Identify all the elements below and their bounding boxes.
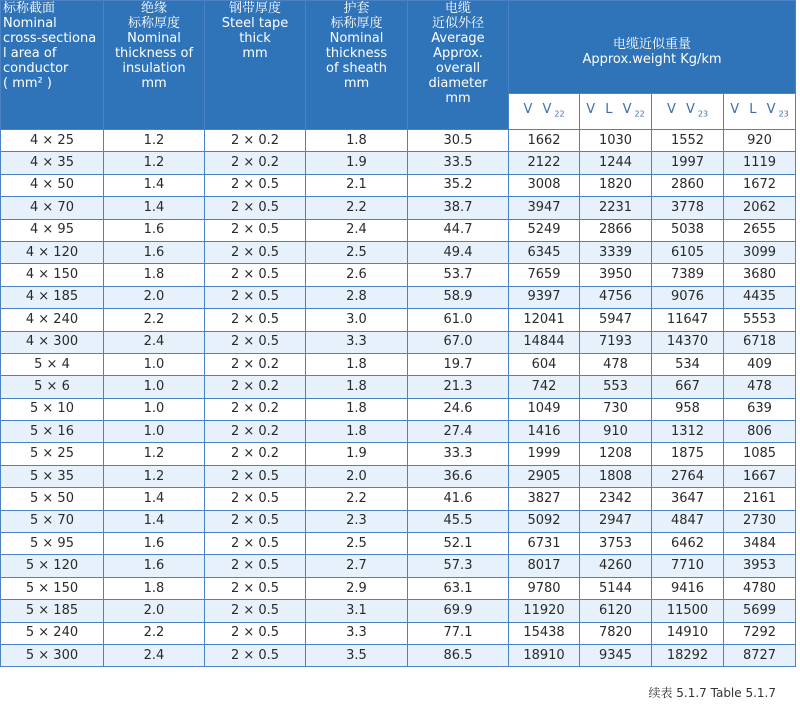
table-cell: 2 × 0.5: [205, 555, 306, 577]
table-cell: 2122: [509, 152, 580, 174]
header-overall-diameter: [408, 1, 509, 130]
table-cell: 53.7: [408, 264, 509, 286]
table-cell: 11500: [652, 600, 724, 622]
table-cell: 5 × 120: [1, 555, 104, 577]
table-cell: 1.8: [306, 376, 408, 398]
table-cell: 2.2: [104, 622, 205, 644]
table-cell: 1244: [580, 152, 652, 174]
table-row: [1, 130, 796, 152]
table-cell: 730: [580, 398, 652, 420]
table-cell: 7193: [580, 331, 652, 353]
table-cell: 15438: [509, 622, 580, 644]
table-cell: 5 × 50: [1, 488, 104, 510]
table-cell: 14910: [652, 622, 724, 644]
table-cell: 38.7: [408, 197, 509, 219]
table-cell: 5699: [724, 600, 796, 622]
table-cell: 86.5: [408, 644, 509, 666]
table-cell: 4 × 25: [1, 130, 104, 152]
table-cell: 2 × 0.5: [205, 286, 306, 308]
table-cell: 45.5: [408, 510, 509, 532]
table-cell: 3680: [724, 264, 796, 286]
table-cell: 67.0: [408, 331, 509, 353]
table-cell: 5 × 6: [1, 376, 104, 398]
table-cell: 4847: [652, 510, 724, 532]
table-cell: 5 × 150: [1, 577, 104, 599]
table-cell: 2764: [652, 465, 724, 487]
table-cell: 57.3: [408, 555, 509, 577]
header-line: 标称厚度: [330, 16, 383, 31]
table-cell: 478: [724, 376, 796, 398]
table-row: [1, 533, 796, 555]
subheader-vv22: V $V_{22}$: [509, 93, 580, 129]
table-cell: 1.9: [306, 152, 408, 174]
table-cell: 4435: [724, 286, 796, 308]
table-row: [1, 421, 796, 443]
table-cell: 52.1: [408, 533, 509, 555]
table-cell: 35.2: [408, 174, 509, 196]
table-cell: 2 × 0.5: [205, 219, 306, 241]
table-cell: 1416: [509, 421, 580, 443]
table-cell: 1552: [652, 130, 724, 152]
header-insulation-thickness: [104, 1, 205, 130]
table-cell: 1667: [724, 465, 796, 487]
table-cell: 4260: [580, 555, 652, 577]
table-cell: 3.1: [306, 600, 408, 622]
table-cell: 5 × 16: [1, 421, 104, 443]
table-row: [1, 152, 796, 174]
subheader-vv23: V $V_{23}$: [652, 93, 724, 129]
header-line: mm: [242, 46, 268, 61]
table-cell: 1030: [580, 130, 652, 152]
table-cell: 4 × 70: [1, 197, 104, 219]
table-cell: 5144: [580, 577, 652, 599]
table-cell: 3753: [580, 533, 652, 555]
table-cell: 1.8: [306, 130, 408, 152]
table-cell: 9416: [652, 577, 724, 599]
table-cell: 33.3: [408, 443, 509, 465]
table-cell: 2.1: [306, 174, 408, 196]
header-line: Steel tape: [221, 16, 289, 31]
header-line: mm: [141, 76, 167, 91]
header-line: Approx.: [433, 46, 483, 61]
table-cell: 2.8: [306, 286, 408, 308]
table-cell: 1.8: [306, 398, 408, 420]
table-cell: 49.4: [408, 241, 509, 263]
table-cell: 6105: [652, 241, 724, 263]
table-cell: 2161: [724, 488, 796, 510]
table-cell: 2.0: [306, 465, 408, 487]
table-cell: 5553: [724, 309, 796, 331]
table-cell: 18910: [509, 644, 580, 666]
table-cell: 2 × 0.2: [205, 376, 306, 398]
table-cell: 2 × 0.5: [205, 465, 306, 487]
table-cell: 2.4: [104, 644, 205, 666]
table-row: [1, 443, 796, 465]
table-cell: 4 × 300: [1, 331, 104, 353]
table-cell: 2730: [724, 510, 796, 532]
table-cell: 2 × 0.2: [205, 152, 306, 174]
table-cell: 69.9: [408, 600, 509, 622]
table-cell: 910: [580, 421, 652, 443]
header-line: 电缆: [444, 1, 471, 16]
table-cell: 1085: [724, 443, 796, 465]
table-cell: 3947: [509, 197, 580, 219]
header-line: thickness of: [114, 46, 194, 61]
table-body: [1, 130, 796, 667]
table-cell: 63.1: [408, 577, 509, 599]
table-row: [1, 197, 796, 219]
table-cell: 2 × 0.5: [205, 174, 306, 196]
table-cell: 2.3: [306, 510, 408, 532]
table-cell: 2 × 0.5: [205, 600, 306, 622]
table-cell: 806: [724, 421, 796, 443]
table-cell: 3647: [652, 488, 724, 510]
table-cell: 1.0: [104, 421, 205, 443]
table-cell: 3008: [509, 174, 580, 196]
header-line: Nominal: [127, 31, 181, 46]
table-cell: 1.4: [104, 510, 205, 532]
table-cell: 5 × 240: [1, 622, 104, 644]
table-row: [1, 577, 796, 599]
table-cell: 21.3: [408, 376, 509, 398]
table-cell: 2.2: [104, 309, 205, 331]
table-cell: 2 × 0.5: [205, 488, 306, 510]
table-row: [1, 286, 796, 308]
table-cell: 2342: [580, 488, 652, 510]
table-cell: 6462: [652, 533, 724, 555]
table-cell: 1.8: [306, 421, 408, 443]
table-cell: 2062: [724, 197, 796, 219]
table-header: [1, 1, 796, 130]
table-cell: 2 × 0.2: [205, 398, 306, 420]
table-cell: 1.0: [104, 376, 205, 398]
table-cell: 4 × 150: [1, 264, 104, 286]
table-cell: 2 × 0.5: [205, 331, 306, 353]
table-cell: 30.5: [408, 130, 509, 152]
table-cell: 4756: [580, 286, 652, 308]
table-cell: 14370: [652, 331, 724, 353]
table-cell: 4780: [724, 577, 796, 599]
table-cell: 2.2: [306, 197, 408, 219]
table-cell: 2 × 0.5: [205, 241, 306, 263]
table-cell: 958: [652, 398, 724, 420]
table-cell: 6718: [724, 331, 796, 353]
header-cross-section: [1, 1, 104, 130]
table-cell: 5249: [509, 219, 580, 241]
header-line: Approx.weight Kg/km: [582, 52, 722, 67]
table-cell: 7820: [580, 622, 652, 644]
table-cell: 4 × 50: [1, 174, 104, 196]
table-cell: 5 × 4: [1, 353, 104, 375]
header-line: 近似外径: [431, 16, 484, 31]
table-cell: 6120: [580, 600, 652, 622]
table-cell: 6345: [509, 241, 580, 263]
table-cell: 1.0: [104, 398, 205, 420]
table-cell: 41.6: [408, 488, 509, 510]
table-cell: 553: [580, 376, 652, 398]
table-cell: 3827: [509, 488, 580, 510]
table-cell: 3339: [580, 241, 652, 263]
table-cell: 3.3: [306, 331, 408, 353]
table-cell: 4 × 35: [1, 152, 104, 174]
table-cell: 4 × 95: [1, 219, 104, 241]
table-cell: 1.4: [104, 488, 205, 510]
header-line: 绝缘: [140, 1, 167, 16]
table-cell: 2 × 0.5: [205, 510, 306, 532]
table-cell: 4 × 240: [1, 309, 104, 331]
table-cell: 5038: [652, 219, 724, 241]
table-caption: 续表 5.1.7 Table 5.1.7: [648, 686, 776, 700]
table-cell: 3778: [652, 197, 724, 219]
table-row: [1, 398, 796, 420]
table-cell: 5 × 35: [1, 465, 104, 487]
table-cell: 1049: [509, 398, 580, 420]
table-cell: 2866: [580, 219, 652, 241]
table-cell: 2 × 0.2: [205, 353, 306, 375]
table-cell: 11920: [509, 600, 580, 622]
header-line: 标称厚度: [127, 16, 180, 31]
table-cell: 5 × 185: [1, 600, 104, 622]
table-cell: 1.0: [104, 353, 205, 375]
table-row: [1, 174, 796, 196]
table-cell: 2 × 0.5: [205, 264, 306, 286]
table-cell: 33.5: [408, 152, 509, 174]
table-cell: 1.8: [104, 264, 205, 286]
table-cell: 1.8: [104, 577, 205, 599]
subheader-vlv23: V L $V_{23}$: [724, 93, 796, 129]
table-cell: 1.2: [104, 465, 205, 487]
header-line: ( mm² ): [3, 76, 52, 91]
table-cell: 2 × 0.2: [205, 421, 306, 443]
table-row: [1, 241, 796, 263]
table-cell: 1672: [724, 174, 796, 196]
table-cell: 604: [509, 353, 580, 375]
table-cell: 1875: [652, 443, 724, 465]
header-line: l area of: [3, 46, 57, 61]
table-cell: 2.9: [306, 577, 408, 599]
table-cell: 2.0: [104, 286, 205, 308]
table-cell: 5 × 300: [1, 644, 104, 666]
table-cell: 1.4: [104, 174, 205, 196]
table-row: [1, 600, 796, 622]
table-row: [1, 309, 796, 331]
header-line: overall: [435, 61, 481, 76]
table-cell: 2905: [509, 465, 580, 487]
table-cell: 2.7: [306, 555, 408, 577]
table-cell: 2655: [724, 219, 796, 241]
table-cell: 667: [652, 376, 724, 398]
table-cell: 11647: [652, 309, 724, 331]
header-approx-weight: [509, 1, 796, 94]
table-cell: 7710: [652, 555, 724, 577]
table-cell: 1.6: [104, 241, 205, 263]
table-row: [1, 488, 796, 510]
table-cell: 1.9: [306, 443, 408, 465]
table-cell: 1999: [509, 443, 580, 465]
table-cell: 7389: [652, 264, 724, 286]
table-cell: 36.6: [408, 465, 509, 487]
table-row: [1, 644, 796, 666]
subheader-vlv22: V L $V_{22}$: [580, 93, 652, 129]
table-cell: 14844: [509, 331, 580, 353]
table-cell: 2.4: [104, 331, 205, 353]
table-row: [1, 622, 796, 644]
table-cell: 1.2: [104, 152, 205, 174]
table-cell: 5947: [580, 309, 652, 331]
header-line: diameter: [428, 76, 488, 91]
table-cell: 2.5: [306, 241, 408, 263]
header-line: cross-sectiona: [3, 31, 97, 46]
table-row: [1, 353, 796, 375]
table-cell: 18292: [652, 644, 724, 666]
header-line: conductor: [3, 61, 69, 76]
table-cell: 1997: [652, 152, 724, 174]
table-cell: 2 × 0.5: [205, 622, 306, 644]
header-line: insulation: [122, 61, 186, 76]
table-cell: 7292: [724, 622, 796, 644]
table-cell: 1662: [509, 130, 580, 152]
table-cell: 2.0: [104, 600, 205, 622]
table-cell: 1.6: [104, 533, 205, 555]
table-cell: 2.4: [306, 219, 408, 241]
table-cell: 9780: [509, 577, 580, 599]
header-steel-tape-thickness: [205, 1, 306, 130]
table-cell: 9345: [580, 644, 652, 666]
header-line: Average: [431, 31, 485, 46]
table-row: [1, 219, 796, 241]
table-cell: 27.4: [408, 421, 509, 443]
header-line: of sheath: [326, 61, 387, 76]
table-cell: 4 × 185: [1, 286, 104, 308]
table-cell: 5 × 25: [1, 443, 104, 465]
header-line: thick: [239, 31, 271, 46]
table-cell: 1.2: [104, 443, 205, 465]
table-cell: 1208: [580, 443, 652, 465]
header-line: 钢带厚度: [228, 1, 281, 16]
table-cell: 409: [724, 353, 796, 375]
table-cell: 5 × 95: [1, 533, 104, 555]
table-cell: 1808: [580, 465, 652, 487]
table-row: [1, 510, 796, 532]
header-line: mm: [343, 76, 370, 91]
table-cell: 3484: [724, 533, 796, 555]
table-cell: 5092: [509, 510, 580, 532]
table-cell: 2.5: [306, 533, 408, 555]
table-cell: 2 × 0.5: [205, 577, 306, 599]
table-cell: 19.7: [408, 353, 509, 375]
table-cell: 2 × 0.5: [205, 309, 306, 331]
header-line: thickness: [325, 46, 388, 61]
table-cell: 3.3: [306, 622, 408, 644]
table-cell: 7659: [509, 264, 580, 286]
table-cell: 2 × 0.5: [205, 197, 306, 219]
header-line: 护套: [343, 1, 370, 16]
table-cell: 44.7: [408, 219, 509, 241]
table-cell: 1119: [724, 152, 796, 174]
table-cell: 58.9: [408, 286, 509, 308]
table-cell: 2 × 0.5: [205, 533, 306, 555]
header-line: Nominal: [3, 16, 57, 31]
table-cell: 639: [724, 398, 796, 420]
table-cell: 2 × 0.2: [205, 443, 306, 465]
table-cell: 9076: [652, 286, 724, 308]
table-cell: 8017: [509, 555, 580, 577]
header-sheath-thickness: [306, 1, 408, 130]
header-line: mm: [445, 91, 471, 106]
header-line: 电缆近似重量: [613, 37, 692, 52]
header-line: Nominal: [329, 31, 384, 46]
table-cell: 742: [509, 376, 580, 398]
table-cell: 2860: [652, 174, 724, 196]
table-cell: 3953: [724, 555, 796, 577]
table-cell: 2.6: [306, 264, 408, 286]
table-cell: 9397: [509, 286, 580, 308]
table-cell: 2.2: [306, 488, 408, 510]
table-cell: 1.2: [104, 130, 205, 152]
table-row: [1, 376, 796, 398]
table-cell: 5 × 10: [1, 398, 104, 420]
table-cell: 61.0: [408, 309, 509, 331]
table-cell: 1.6: [104, 219, 205, 241]
table-cell: 2231: [580, 197, 652, 219]
table-cell: 4 × 120: [1, 241, 104, 263]
table-cell: 2 × 0.5: [205, 644, 306, 666]
table-cell: 534: [652, 353, 724, 375]
table-cell: 1.4: [104, 197, 205, 219]
table-cell: 1.8: [306, 353, 408, 375]
table-cell: 3099: [724, 241, 796, 263]
table-row: [1, 331, 796, 353]
table-cell: 77.1: [408, 622, 509, 644]
table-row: [1, 555, 796, 577]
table-cell: 920: [724, 130, 796, 152]
table-cell: 24.6: [408, 398, 509, 420]
table-cell: 3950: [580, 264, 652, 286]
table-cell: 478: [580, 353, 652, 375]
table-cell: 8727: [724, 644, 796, 666]
table-cell: 3.5: [306, 644, 408, 666]
table-cell: 12041: [509, 309, 580, 331]
table-cell: 2 × 0.2: [205, 130, 306, 152]
table-cell: 1312: [652, 421, 724, 443]
table-cell: 2947: [580, 510, 652, 532]
header-line: 标称截面: [3, 1, 56, 16]
table-cell: 6731: [509, 533, 580, 555]
table-cell: 1820: [580, 174, 652, 196]
table-cell: 3.0: [306, 309, 408, 331]
table-cell: 5 × 70: [1, 510, 104, 532]
table-row: [1, 264, 796, 286]
table-row: [1, 465, 796, 487]
table-cell: 1.6: [104, 555, 205, 577]
